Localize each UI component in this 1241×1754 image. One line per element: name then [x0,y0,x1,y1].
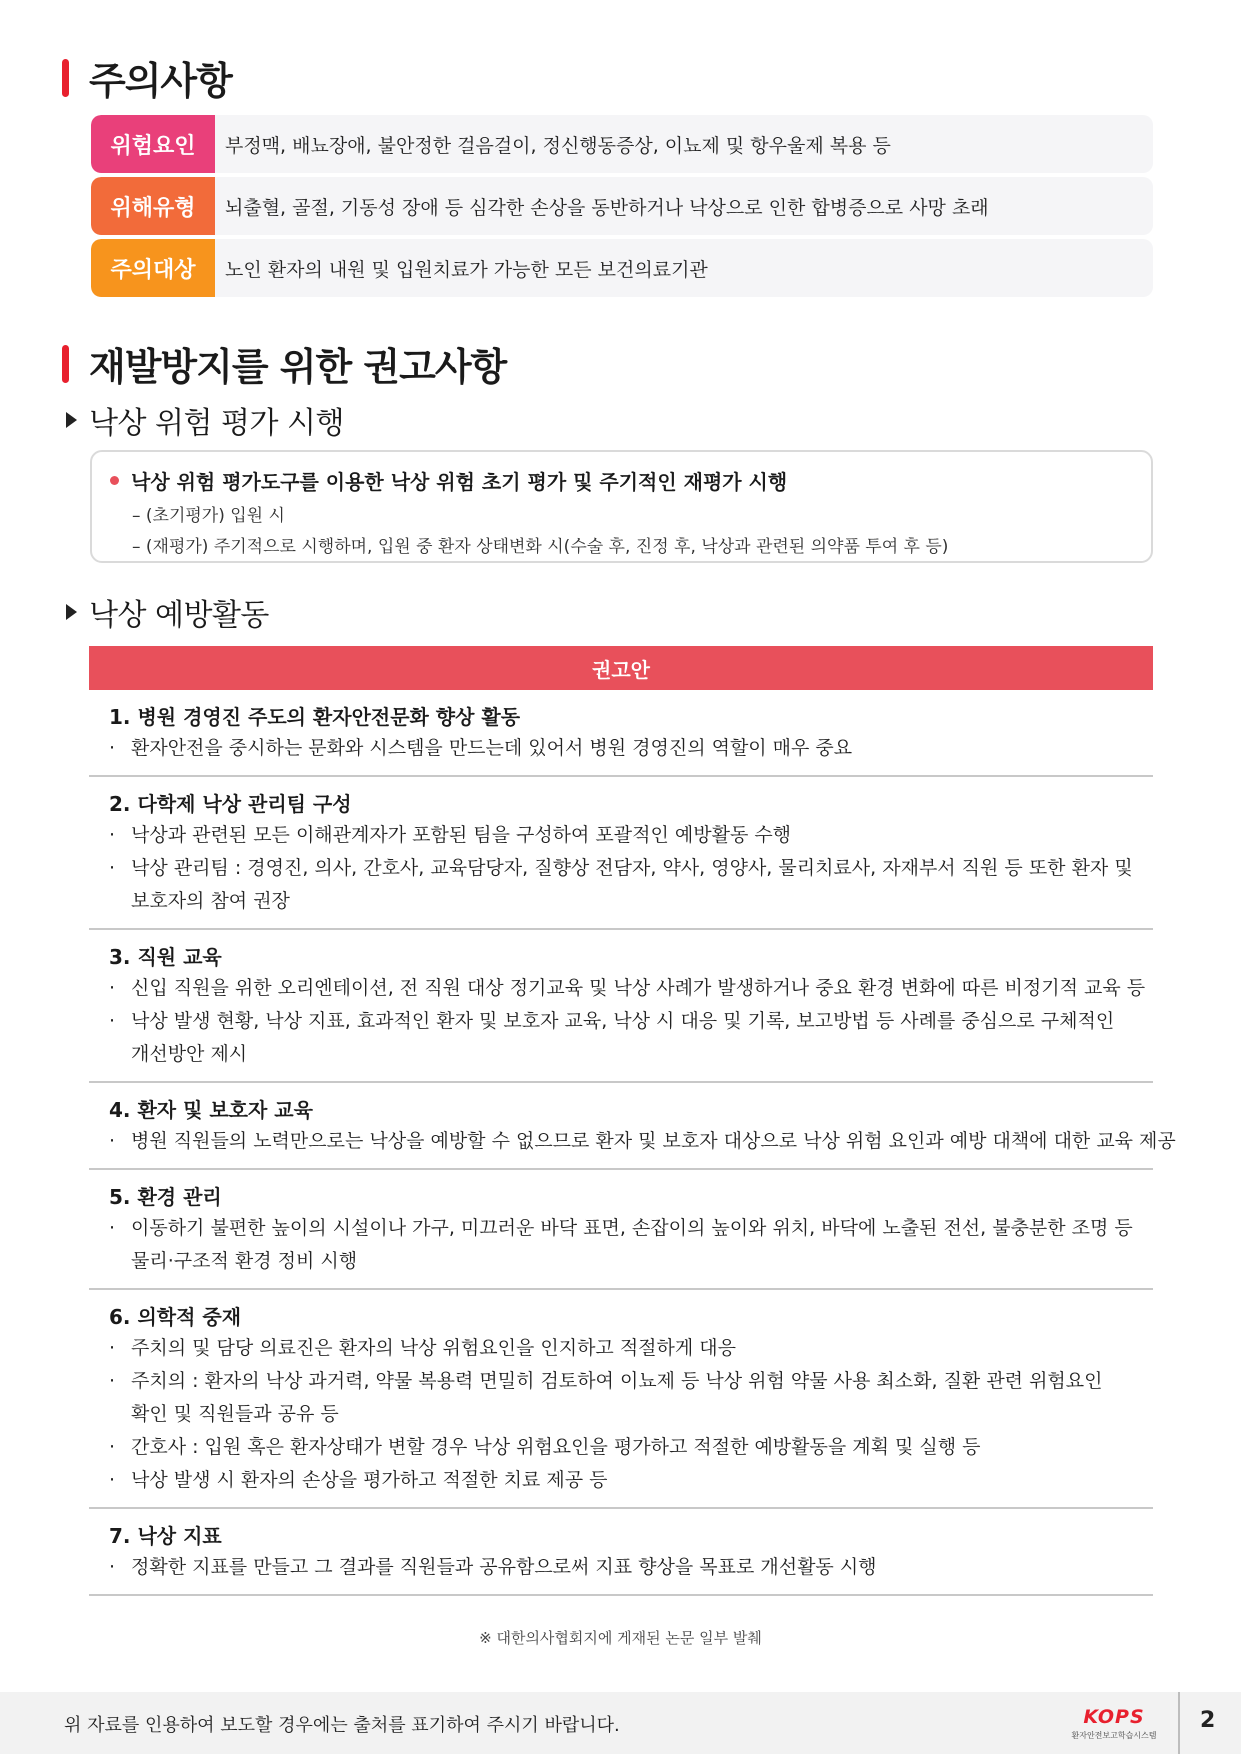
recommendation-item-title: 1. 병원 경영진 주도의 환자안전문화 향상 활동 [109,705,521,729]
title-accent-bar [62,59,69,97]
page-number: 2 [1200,1708,1216,1733]
recommendation-point-continuation: 물리·구조적 환경 정비 시행 [131,1250,358,1272]
risk-factor-tag: 위험요인 [91,115,215,173]
harm-type-value: 뇌출혈, 골절, 기동성 장애 등 심각한 손상을 동반하거나 낙상으로 인한 합병증으로 사망 초래 [225,196,989,219]
dot-bullet-icon [110,476,119,485]
citation-notice: 위 자료를 인용하여 보도할 경우에는 출처를 표기하여 주시기 바랍니다. [64,1715,620,1736]
recommendation-item-title: 5. 환경 관리 [109,1185,222,1209]
kops-logo-mark: KOPS [1083,1706,1145,1728]
recommendation-point [109,1365,1153,1398]
recommend-section-title [62,336,506,391]
recommendation-point-text: 간호사 : 입원 혹은 환자상태가 변할 경우 낙상 위험요인을 평가하고 적절한 예방활동을 계획 및 실행 등 [131,1436,981,1458]
kops-logo-subtitle: 환자안전보고학습시스템 [1071,1731,1157,1740]
page-footer [0,1692,1241,1754]
recommendation-point-text: 낙상 관리팀 : 경영진, 의사, 간호사, 교육담당자, 질향상 전담자, 약사, 영양사, 물리치료사, 자재부서 직원 등 또한 환자 및 [131,857,1133,879]
bullet-mark: · [109,1370,116,1392]
triangle-bullet-icon [66,604,77,620]
recommendation-item [89,777,1153,930]
recommendation-item-title: 2. 다학제 낙상 관리팀 구성 [109,792,352,816]
recommendation-item-title: 6. 의학적 중재 [109,1305,242,1329]
recommendation-point-text: 병원 직원들의 노력만으로는 낙상을 예방할 수 없으므로 환자 및 보호자 대상으로 낙상 위험 요인과 예방 대책에 대한 교육 제공 [131,1130,1176,1152]
recommendation-point-text: 정확한 지표를 만들고 그 결과를 직원들과 공유함으로써 지표 향상을 목표로 개선활동 시행 [131,1556,877,1578]
bullet-mark: · [109,1337,116,1359]
caution-row-risk-factor [91,115,1153,173]
bullet-mark: · [109,857,116,879]
recommendation-table-header: 권고안 [89,646,1153,690]
bullet-mark: · [109,1217,116,1239]
recommendation-point-text: 낙상 발생 현황, 낙상 지표, 효과적인 환자 및 보호자 교육, 낙상 시 대응 및 기록, 보고방법 등 사례를 중심으로 구체적인 [131,1010,1115,1032]
assessment-box [90,450,1153,563]
caution-row-target [91,239,1153,297]
recommendation-point [109,1551,1153,1584]
recommendation-item-title: 3. 직원 교육 [109,945,222,969]
kops-logo [1068,1706,1160,1741]
caution-row-harm-type [91,177,1153,235]
recommendation-item-title: 4. 환자 및 보호자 교육 [109,1098,313,1122]
recommendation-point-continuation: 개선방안 제시 [131,1043,248,1065]
recommendation-item [89,1290,1153,1509]
recommendation-point [109,972,1153,1005]
recommendation-point [109,732,1153,765]
recommendation-item-title: 7. 낙상 지표 [109,1524,222,1548]
caution-section-title [62,50,232,105]
footer-divider [1178,1692,1180,1754]
recommendation-point [109,1332,1153,1365]
title-accent-bar [62,345,69,383]
recommendation-point [109,1005,1153,1038]
bullet-mark: · [109,737,116,759]
assessment-line: – (초기평가) 입원 시 [132,506,285,526]
recommendation-point-text: 낙상 발생 시 환자의 손상을 평가하고 적절한 치료 제공 등 [131,1469,608,1491]
recommendation-point-continuation: 보호자의 참여 권장 [131,890,290,912]
recommendation-point-text: 낙상과 관련된 모든 이해관계자가 포함된 팀을 구성하여 포괄적인 예방활동 수행 [131,824,792,846]
recommendation-item [89,1083,1176,1170]
risk-factor-value: 부정맥, 배뇨장애, 불안정한 걸음걸이, 정신행동증상, 이뇨제 및 항우울제 복용 등 [225,134,891,157]
prevention-subtitle-text: 낙상 예방활동 [89,598,269,633]
bullet-mark: · [109,1436,116,1458]
caution-title: 주의사항 [89,59,232,103]
bullet-mark: · [109,1010,116,1032]
source-note: ※ 대한의사협회지에 게재된 논문 일부 발췌 [479,1629,762,1647]
target-tag: 주의대상 [91,239,215,297]
bullet-mark: · [109,1469,116,1491]
recommendation-point [109,1464,1153,1497]
recommendation-item [89,1170,1153,1290]
assessment-heading-text: 낙상 위험 평가도구를 이용한 낙상 위험 초기 평가 및 주기적인 재평가 시행 [131,470,788,494]
assessment-heading [110,466,1131,495]
recommendation-item [89,930,1153,1083]
recommendation-point [109,1212,1153,1245]
recommendation-point [109,1125,1176,1158]
bullet-mark: · [109,977,116,999]
recommend-title: 재발방지를 위한 권고사항 [89,345,507,389]
recommendation-item [89,690,1153,777]
harm-type-tag: 위해유형 [91,177,215,235]
recommendation-item [89,1509,1153,1596]
bullet-mark: · [109,1130,116,1152]
assessment-subtitle-text: 낙상 위험 평가 시행 [89,406,344,441]
recommendation-point [109,819,1153,852]
assessment-subtitle [66,398,344,442]
recommendation-point [109,1431,1153,1464]
assessment-line: – (재평가) 주기적으로 시행하며, 입원 중 환자 상태변화 시(수술 후, 진정 후, 낙상과 관련된 의약품 투여 후 등) [132,537,949,557]
recommendation-point-text: 주치의 : 환자의 낙상 과거력, 약물 복용력 면밀히 검토하여 이뇨제 등 낙상 위험 약물 사용 최소화, 질환 관련 위험요인 [131,1370,1103,1392]
bullet-mark: · [109,824,116,846]
recommendation-point-text: 신입 직원을 위한 오리엔테이션, 전 직원 대상 정기교육 및 낙상 사례가 발생하거나 중요 환경 변화에 따른 비정기적 교육 등 [131,977,1146,999]
recommendation-point-text: 주치의 및 담당 의료진은 환자의 낙상 위험요인을 인지하고 적절하게 대응 [131,1337,736,1359]
bullet-mark: · [109,1556,116,1578]
recommendation-point-continuation: 확인 및 직원들과 공유 등 [131,1403,339,1425]
prevention-subtitle [66,590,269,634]
triangle-bullet-icon [66,412,77,428]
target-value: 노인 환자의 내원 및 입원치료가 가능한 모든 보건의료기관 [225,258,708,281]
recommendation-point [109,852,1153,885]
recommendation-point-text: 이동하기 불편한 높이의 시설이나 가구, 미끄러운 바닥 표면, 손잡이의 높이와 위치, 바닥에 노출된 전선, 불충분한 조명 등 [131,1217,1133,1239]
recommendation-point-text: 환자안전을 중시하는 문화와 시스템을 만드는데 있어서 병원 경영진의 역할이 매우 중요 [131,737,853,759]
recommendation-table [89,690,1176,1596]
